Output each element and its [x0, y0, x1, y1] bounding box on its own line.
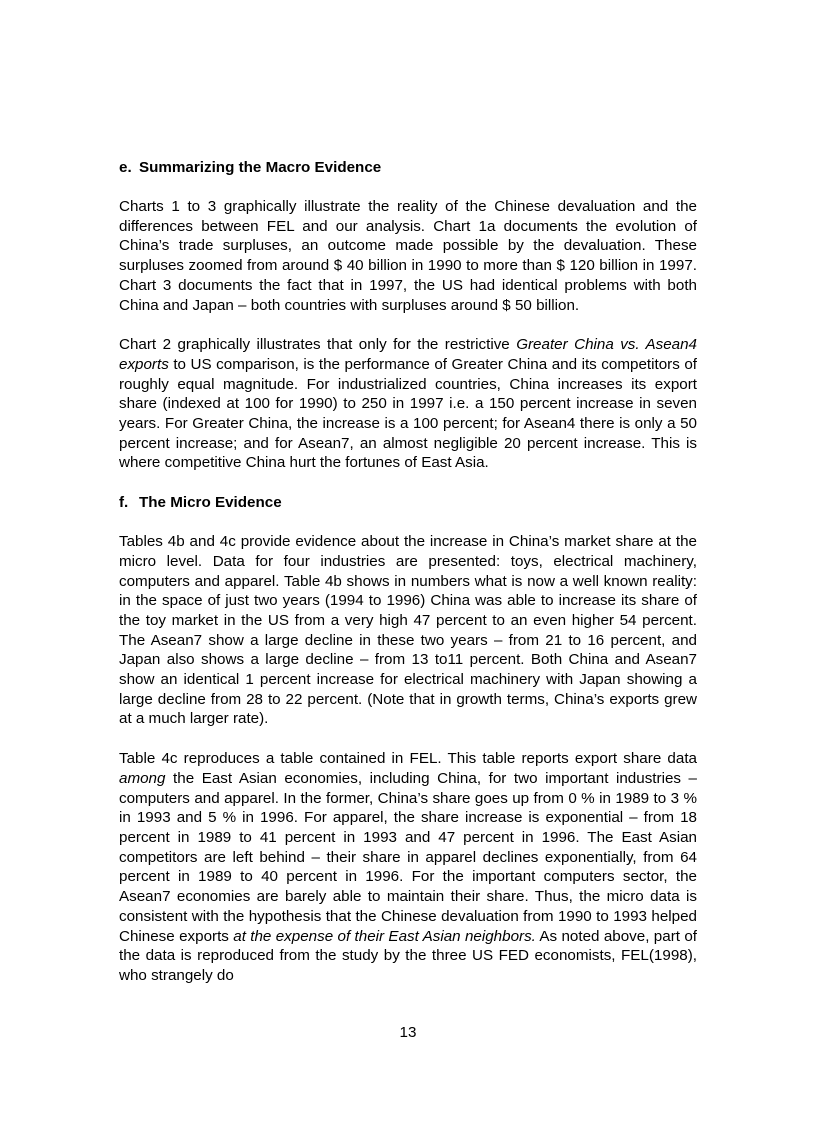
paragraph-macro-1: Charts 1 to 3 graphically illustrate the reality of the Chinese devaluation and the differences between FEL and our analysis. Chart 1a documents the evolution of China’s trade surpluses, an outcome made possible by the devaluation. These surpluses zoomed from around $ 40 billion in 1990 to more than $ 120 billion in 1997. Chart 3 documents the fact that in 1997, the US had identical problems with both China and Japan – both countries with surpluses around $ 50 billion.	[119, 198, 697, 314]
paragraph-micro-2-italic-a: among	[119, 769, 166, 787]
paragraph-micro-1: Tables 4b and 4c provide evidence about the increase in China’s market share at the micro level. Data for four industries are presented: toys, electrical machinery, computers and apparel. Table 4b shows in numbers what is now a well known reality: in the space of just two years (1994 to 1996) China was able to increase its share of the toy market in the US from a very high 47 percent to an even higher 54 percent. The Asean7 show a large decline in these two years – from 21 to 16 percent, and Japan also shows a large decline – from 13 to11 percent. Both China and Asean7 show an identical 1 percent increase for electrical machinery with Japan showing a large decline from 28 to 22 percent. (Note that in growth terms, China’s exports grew at a much larger rate).	[119, 533, 697, 728]
paragraph-micro-2	[119, 749, 697, 985]
paragraph-micro-2-text-a: Table 4c reproduces a table contained in FEL. This table reports export share data	[119, 750, 697, 768]
section-title-f: The Micro Evidence	[139, 494, 282, 512]
page-number: 13	[399, 1024, 417, 1041]
paragraph-macro-2-text-b: to US comparison, is the performance of Greater China and its competitors of roughly equal magnitude. For industrialized countries, China increases its export share (indexed at 100 for 1990) to 250 in 1997 i.e. a 150 percent increase in seven years. For Greater China, the increase is a 100 percent; for Asean4 there is only a 50 percent increase; and for Asean7, an almost negligible 20 percent increase. This is where competitive China hurt the fortunes of East Asia.	[119, 355, 697, 472]
document-body	[119, 158, 697, 986]
paragraph-macro-2-text-a: Chart 2 graphically illustrates that only for the restrictive	[119, 336, 517, 354]
paragraph-micro-2-text-b: the East Asian economies, including China, for two important industries – computers and apparel. In the former, China’s share goes up from 0 % in 1989 to 3 % in 1993 and 5 % in 1996. For apparel, the share increase is exponential – from 18 percent in 1989 to 41 percent in 1993 and 47 percent in 1996. The East Asian competitors are left behind – their share in apparel declines exponentially, from 64 percent in 1989 to 40 percent in 1996. For the important computers sector, the Asean7 economies are barely able to maintain their share. Thus, the micro data is consistent with the hypothesis that the Chinese devaluation from 1990 to 1993 helped Chinese exports	[119, 769, 697, 945]
section-marker-f: f.	[119, 494, 129, 512]
paragraph-macro-2-italic: Greater China vs. Asean4 exports	[119, 336, 697, 373]
section-marker-e: e.	[119, 159, 132, 176]
section-title-e: Summarizing the Macro Evidence	[139, 159, 382, 176]
section-heading-e	[119, 158, 697, 178]
paragraph-micro-2-italic-b: at the expense of their East Asian neighbors.	[233, 927, 536, 945]
paragraph-micro-2-text-c: As noted above, part of the data is reproduced from the study by the three US FED economists, FEL(1998), who strangely do	[119, 927, 697, 984]
section-heading-f	[119, 493, 697, 513]
paragraph-macro-2	[119, 335, 697, 473]
